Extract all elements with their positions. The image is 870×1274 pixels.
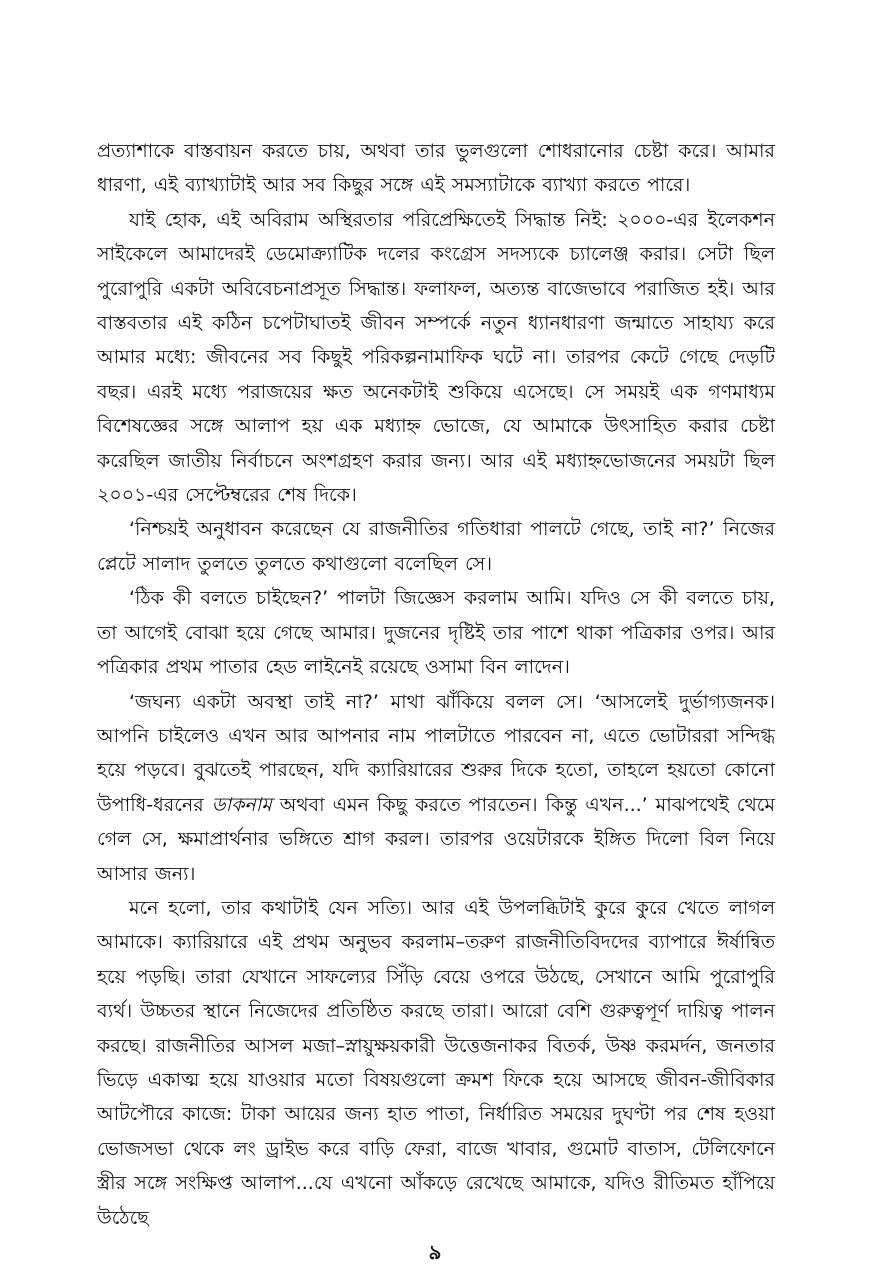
paragraph: [97, 134, 775, 203]
paragraph: [97, 512, 775, 581]
paragraph: [97, 891, 775, 1235]
paragraph-text: যাই হোক, এই অবিরাম অস্থিরতার পরিপ্রেক্ষিতেই সিদ্ধান্ত নিই: ২০০০-এর ইলেকশন সাইকেলে আমাদেরই ডেমোক্র্যাটিক দলের কংগ্রেস সদস্যকে চ্যালেঞ্জ করার। সেটা ছিল পুরোপুরি একটা অবিবেচনাপ্রসূত সিদ্ধান্ত। ফলাফল, অত্যন্ত বাজেভাবে পরাজিত হই। আর বাস্তবতার এই কঠিন চপেটাঘাতই জীবন সম্পর্কে নতুন ধ্যানধারণা জন্মাতে সাহায্য করে আমার মধ্যে: জীবনের সব কিছুই পরিকল্পনামাফিক ঘটে না। তারপর কেটে গেছে দেড়টি বছর। এরই মধ্যে পরাজয়ের ক্ষত অনেকটাই শুকিয়ে এসেছে। সে সময়ই এক গণমাধ্যম বিশেষজ্ঞের সঙ্গে আলাপ হয় এক মধ্যাহ্ন ভোজে, যে আমাকে উৎসাহিত করার চেষ্টা করেছিল জাতীয় নির্বাচনে অংশগ্রহণ করার জন্য। আর এই মধ্যাহ্নভোজনের সময়টা ছিল ২০০১-এর সেপ্টেম্বরের শেষ দিকে।: [97, 208, 775, 507]
paragraph: [97, 685, 775, 891]
paragraph-text: মনে হলো, তার কথাটাই যেন সত্যি। আর এই উপলব্ধিটাই কুরে কুরে খেতে লাগল আমাকে। ক্যারিয়ারে এই প্রথম অনুভব করলাম–তরুণ রাজনীতিবিদদের ব্যাপারে ঈর্ষান্বিত হয়ে পড়ছি। তারা যেখানে সাফল্যের সিঁড়ি বেয়ে ওপরে উঠছে, সেখানে আমি পুরোপুরি ব্যর্থ। উচ্চতর স্থানে নিজেদের প্রতিষ্ঠিত করছে তারা। আরো বেশি গুরুত্বপূর্ণ দায়িত্ব পালন করছে। রাজনীতির আসল মজা–স্নায়ুক্ষয়কারী উত্তেজনাকর বিতর্ক, উষ্ণ করমর্দন, জনতার ভিড়ে একাত্ম হয়ে যাওয়ার মতো বিষয়গুলো ক্রমশ ফিকে হয়ে আসছে জীবন-জীবিকার আটপৌরে কাজে: টাকা আয়ের জন্য হাত পাতা, নির্ধারিত সময়ের দুঘণ্টা পর শেষ হওয়া ভোজসভা থেকে লং ড্রাইভ করে বাড়ি ফেরা, বাজে খাবার, গুমোট বাতাস, টেলিফোনে স্ত্রীর সঙ্গে সংক্ষিপ্ত আলাপ...যে এখনো আঁকড়ে রেখেছে আমাকে, যদিও রীতিমত হাঁপিয়ে উঠেছে: [97, 896, 775, 1229]
italic-text: ডাকনাম: [211, 793, 272, 816]
paragraph-text: ‘জঘন্য একটা অবস্থা তাই না?’ মাথা ঝাঁকিয়ে বলল সে। ‘আসলেই দুর্ভাগ্যজনক। আপনি চাইলেও এখন আর আপনার নাম পালটাতে পারবেন না, এতে ভোটাররা সন্দিগ্ধ হয়ে পড়বে। বুঝতেই পারছেন, যদি ক্যারিয়ারের শুরুর দিকে হতো, তাহলে হয়তো কোনো উপাধি-ধরনের: [97, 690, 775, 816]
paragraph: [97, 581, 775, 684]
paragraph-text: অথবা এমন কিছু করতে পারতেন। কিন্তু এখন...’ মাঝপথেই থেমে গেল সে, ক্ষমাপ্রার্থনার ভঙ্গিতে শ্রাগ করল। তারপর ওয়েটারকে ইঙ্গিত দিলো বিল নিয়ে আসার জন্য।: [97, 793, 775, 885]
page-body-text: [97, 134, 775, 1235]
paragraph: [97, 203, 775, 513]
paragraph-text: ‘ঠিক কী বলতে চাইছেন?’ পালটা জিজ্ঞেস করলাম আমি। যদিও সে কী বলতে চায়, তা আগেই বোঝা হয়ে গেছে আমার। দুজনের দৃষ্টিই তার পাশে থাকা পত্রিকার ওপর। আর পত্রিকার প্রথম পাতার হেড লাইনেই রয়েছে ওসামা বিন লাদেন।: [97, 587, 775, 679]
paragraph-text: ‘নিশ্চয়ই অনুধাবন করেছেন যে রাজনীতির গতিধারা পালটে গেছে, তাই না?’ নিজের প্লেটে সালাদ তুলতে তুলতে কথাগুলো বলেছিল সে।: [97, 518, 775, 575]
paragraph-text: প্রত্যাশাকে বাস্তবায়ন করতে চায়, অথবা তার ভুলগুলো শোধরানোর চেষ্টা করে। আমার ধারণা, এই ব্যাখ্যাটাই আর সব কিছুর সঙ্গে এই সমস্যাটাকে ব্যাখ্যা করতে পারে।: [97, 140, 775, 197]
page-number: ৯: [428, 1240, 442, 1264]
